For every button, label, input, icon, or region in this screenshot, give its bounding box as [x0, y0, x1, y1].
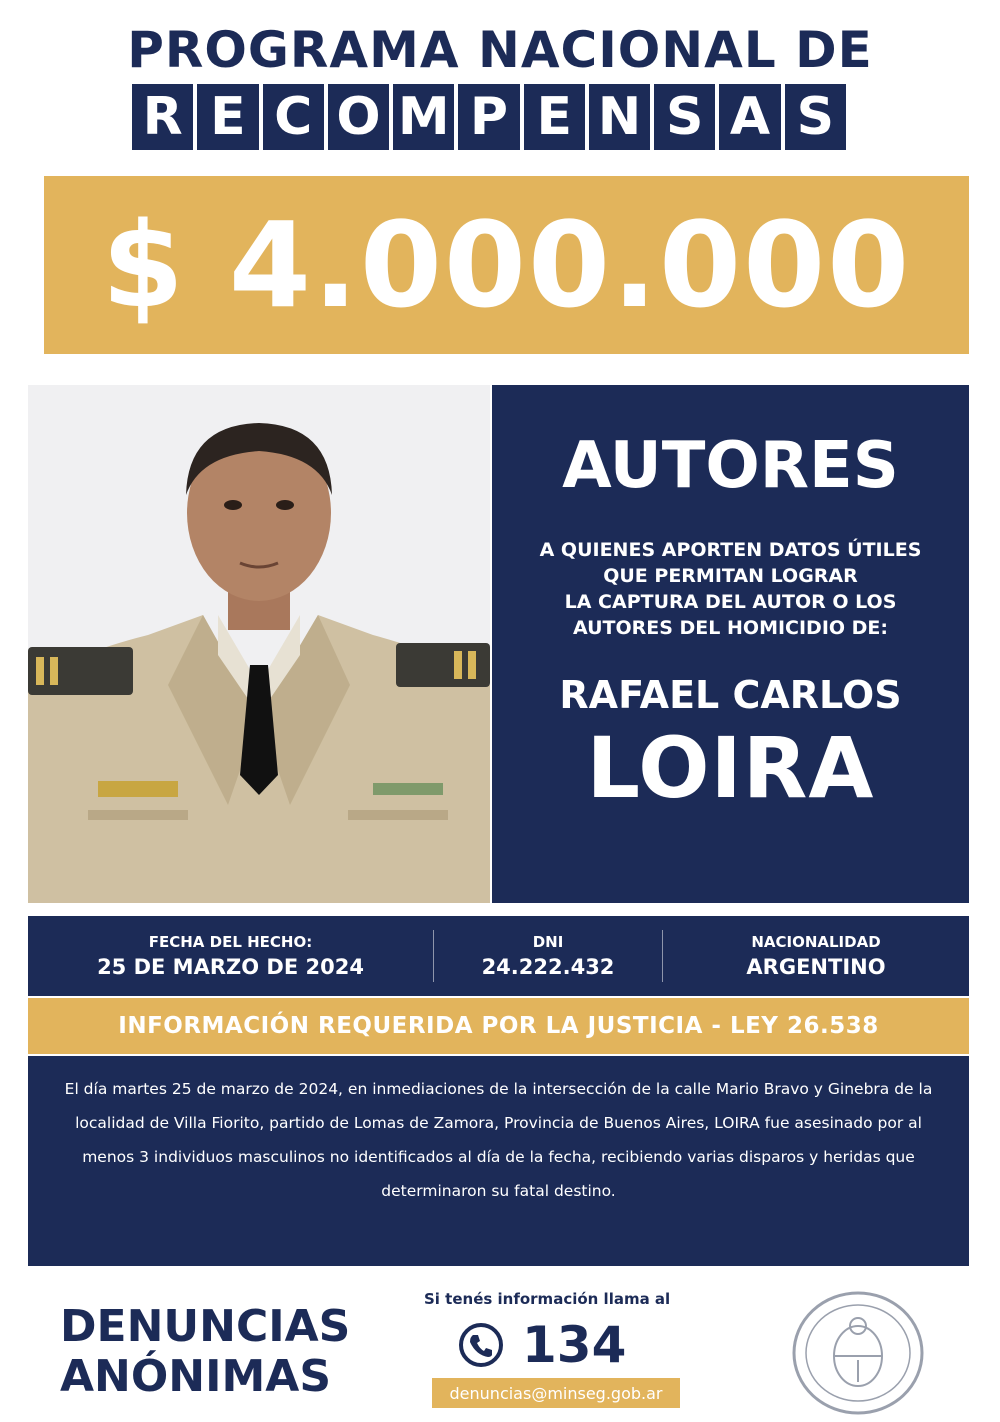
- dni-cell: [434, 916, 662, 996]
- call-prompt: Si tenés información llama al: [424, 1290, 671, 1308]
- subtitle-letter: A: [719, 84, 780, 150]
- justice-banner: INFORMACIÓN REQUERIDA POR LA JUSTICIA - LEY 26.538: [28, 998, 969, 1054]
- victim-photo: [28, 385, 490, 903]
- description-line: A QUIENES APORTEN DATOS ÚTILES: [539, 539, 922, 561]
- program-title: PROGRAMA NACIONAL DE: [127, 21, 873, 79]
- description-line: LA CAPTURA DEL AUTOR O LOS: [564, 591, 897, 613]
- victim-surname: LOIRA: [586, 719, 875, 817]
- title-line: DENUNCIAS: [60, 1301, 351, 1352]
- divider: [433, 930, 434, 982]
- dni-value: 24.222.432: [481, 955, 615, 979]
- phone-row[interactable]: [458, 1316, 626, 1374]
- subtitle-letter: P: [458, 84, 519, 150]
- ministry-seal-icon: [790, 1290, 926, 1416]
- divider: [662, 930, 663, 982]
- case-facts-bar: [28, 916, 969, 996]
- dni-label: DNI: [532, 933, 564, 951]
- date-cell: [28, 916, 433, 996]
- case-description-box: [28, 1056, 969, 1266]
- subtitle-letter: R: [132, 84, 193, 150]
- description-line: AUTORES DEL HOMICIDIO DE:: [572, 617, 889, 639]
- subtitle-letter: O: [328, 84, 389, 150]
- subtitle-letter: C: [263, 84, 324, 150]
- phone-number[interactable]: 134: [522, 1316, 627, 1374]
- title-line: ANÓNIMAS: [60, 1351, 332, 1402]
- uniformed-man-illustration: [28, 385, 490, 903]
- anonymous-reports-title: [60, 1302, 350, 1402]
- program-subtitle: [132, 84, 846, 150]
- date-value: 25 DE MARZO DE 2024: [97, 955, 364, 979]
- reward-description: [492, 537, 969, 641]
- subtitle-letter: E: [524, 84, 585, 150]
- subtitle-letter: N: [589, 84, 650, 150]
- date-label: FECHA DEL HECHO:: [148, 933, 313, 951]
- subtitle-letter: M: [393, 84, 454, 150]
- subtitle-letter: S: [654, 84, 715, 150]
- subtitle-letter: S: [785, 84, 846, 150]
- phone-icon: [458, 1322, 504, 1368]
- nationality-cell: [663, 916, 969, 996]
- description-line: QUE PERMITAN LOGRAR: [603, 565, 858, 587]
- victim-first-names: RAFAEL CARLOS: [559, 673, 902, 717]
- reward-info-panel: [492, 385, 969, 903]
- nationality-label: NACIONALIDAD: [751, 933, 881, 951]
- email-link[interactable]: denuncias@minseg.gob.ar: [432, 1378, 680, 1408]
- reward-banner: [44, 176, 969, 354]
- subtitle-letter: E: [197, 84, 258, 150]
- reward-amount: $ 4.000.000: [101, 196, 912, 334]
- nationality-value: ARGENTINO: [746, 955, 886, 979]
- case-description: El día martes 25 de marzo de 2024, en inmediaciones de la intersección de la calle Mario Bravo y Ginebra de la localidad de Villa Fiorito, partido de Lomas de Zamora, Provincia de Buenos Aires, LOIRA fue asesinado por al menos 3 individuos masculinos no identificados al día de la fecha, recibiendo varias disparos y heridas que determinaron su fatal destino.: [64, 1080, 933, 1200]
- autores-heading: AUTORES: [562, 429, 899, 503]
